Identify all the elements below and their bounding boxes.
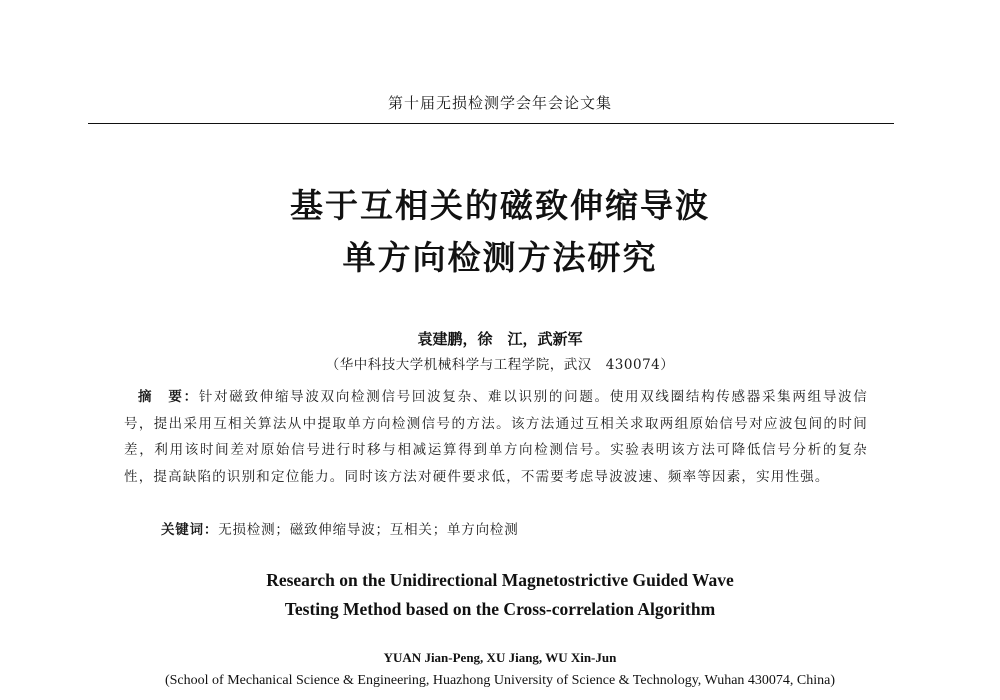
keywords-text: 无损检测；磁致伸缩导波；互相关；单方向检测: [218, 522, 519, 538]
keywords-label: 关键词：: [161, 522, 219, 538]
header-rule: [88, 123, 894, 124]
paper-title-zh-line1: 基于互相关的磁致伸缩导波: [290, 186, 710, 225]
paper-title-zh: [0, 180, 1000, 284]
paper-title-en: [0, 566, 1000, 624]
keywords: [161, 518, 881, 538]
affiliation-en: (School of Mechanical Science & Engineering, Huazhong University of Science & Technology, Wuhan 430074, China): [164, 673, 836, 688]
affiliation-zh: （华中科技大学机械科学与工程学院，武汉 430074）: [325, 357, 675, 373]
paper-title-en-line1: Research on the Unidirectional Magnetostrictive Guided Wave: [266, 570, 734, 590]
abstract-label: 摘 要：: [138, 389, 199, 405]
authors-en: YUAN Jian-Peng, XU Jiang, WU Xin-Jun: [383, 650, 617, 665]
abstract: [124, 384, 868, 490]
authors-zh: 袁建鹏，徐 江，武新军: [417, 330, 583, 348]
paper-title-en-line2: Testing Method based on the Cross-correlation Algorithm: [284, 599, 716, 619]
paper-title-zh-line2: 单方向检测方法研究: [342, 238, 658, 277]
running-header: 第十届无损检测学会年会论文集: [387, 94, 612, 112]
abstract-text: 针对磁致伸缩导波双向检测信号回波复杂、难以识别的问题。使用双线圈结构传感器采集两组导波信号，提出采用互相关算法从中提取单方向检测信号的方法。该方法通过互相关求取两组原始信号对应波包间的时间差，利用该时间差对原始信号进行时移与相减运算得到单方向检测信号。实验表明该方法可降低信号分析的复杂性，提高缺陷的识别和定位能力。同时该方法对硬件要求低，不需要考虑导波波速、频率等因素，实用性强。: [124, 389, 868, 485]
